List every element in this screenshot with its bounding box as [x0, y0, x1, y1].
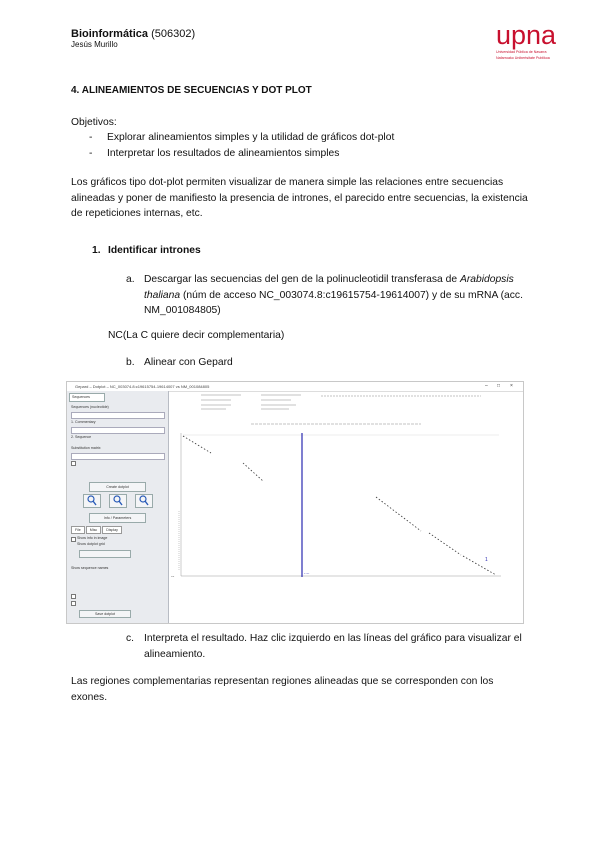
- info-parameters-button[interactable]: Info / Parameters: [89, 513, 146, 523]
- upna-logo: [496, 22, 568, 66]
- step-a-text: Descargar las secuencias del gen de la polinucleotidil transferasa de Arabidopsis thaliana (núm de acceso NC_003074.8:c19615754-19614007) y de su mRNA (acc. NM_001084805): [144, 274, 523, 316]
- sequence-2-field[interactable]: [71, 427, 165, 434]
- step-b: [126, 355, 233, 371]
- option-label: Show info in image: [77, 536, 108, 540]
- tab-display[interactable]: Display: [102, 526, 122, 534]
- step-c-text: Interpreta el resultado. Haz clic izquierdo en las líneas del gráfico para visualizar el alineamiento.: [144, 633, 522, 660]
- logo-text: upna: [496, 20, 557, 50]
- sequence-label: Sequences (nucleotide): [71, 405, 109, 409]
- step-a-label: a.: [126, 274, 135, 285]
- option-label: Show sequence names: [71, 566, 109, 570]
- svg-text:1: 1: [485, 557, 488, 563]
- course-title: [71, 28, 195, 40]
- dotplot-canvas[interactable]: [171, 391, 523, 623]
- intro-paragraph: Los gráficos tipo dot-plot permiten visualizar de manera simple las relaciones entre secuencias alineadas y poner de manifiesto la presencia de intrones, el parecido entre secuencias, la existencia de repeticiones internas, etc.: [71, 177, 528, 219]
- zoom-fit-icon[interactable]: [135, 494, 153, 508]
- logo-subline-2: Nafarroako Unibertsitate Publikoa: [496, 55, 550, 60]
- window-title: Gepard – Dotplot – NC_003074.8:c19615754-19614007 vs NM_001084805: [75, 384, 210, 389]
- control-panel: [67, 391, 169, 623]
- option-checkbox[interactable]: [71, 537, 76, 542]
- nc-note: NC(La C quiere decir complementaria): [108, 330, 285, 341]
- course-code: (506302): [151, 28, 196, 40]
- conclusion-paragraph: Las regiones complementarias representan regiones alineadas que se corresponden con los exones.: [71, 676, 494, 703]
- small-button[interactable]: [79, 550, 131, 558]
- objective-item: - Interpretar los resultados de alineamientos simples: [89, 147, 340, 159]
- step-1-title: Identificar intrones: [108, 245, 201, 256]
- close-icon[interactable]: ×: [510, 383, 513, 389]
- step-c: [126, 631, 526, 662]
- step-b-label: b.: [126, 357, 135, 368]
- option-checkbox[interactable]: [71, 594, 76, 599]
- zoom-in-icon[interactable]: [83, 494, 101, 508]
- logo-subline-1: Universidad Pública de Navarra: [496, 50, 547, 54]
- sequences-tab[interactable]: Sequences: [69, 393, 105, 402]
- gepard-screenshot: [66, 381, 524, 624]
- step-1-heading: [92, 245, 201, 256]
- svg-text:....: ....: [304, 570, 310, 576]
- author-name: Jesús Murillo: [71, 40, 118, 49]
- substitution-select[interactable]: [71, 453, 165, 460]
- species-name: Arabidopsis thaliana: [144, 274, 514, 301]
- checkbox[interactable]: [71, 461, 76, 466]
- minimize-icon[interactable]: –: [485, 383, 488, 389]
- tab-misc[interactable]: Misc: [86, 526, 101, 534]
- step-c-label: c.: [126, 633, 135, 644]
- option-checkbox[interactable]: [71, 601, 76, 606]
- course-name: Bioinformática: [71, 28, 149, 40]
- create-dotplot-button[interactable]: Create dotplot: [89, 482, 146, 492]
- sequence-2-label: 2. Sequence: [71, 435, 92, 439]
- objectives-title: Objetivos:: [71, 117, 117, 128]
- zoom-out-icon[interactable]: [109, 494, 127, 508]
- svg-text:--: --: [171, 574, 175, 580]
- step-b-text: Alinear con Gepard: [144, 357, 233, 368]
- substitution-label: Substitution matrix: [71, 446, 101, 450]
- options-tabs: [71, 526, 123, 533]
- objective-item: - Explorar alineamientos simples y la utilidad de gráficos dot-plot: [89, 132, 395, 143]
- option-label: Show dotplot grid: [77, 542, 105, 546]
- maximize-icon[interactable]: □: [497, 383, 501, 389]
- sequence-1-label: 1. Commentary: [71, 420, 96, 424]
- save-dotplot-button[interactable]: Save dotplot: [79, 610, 131, 618]
- step-1-number: 1.: [92, 245, 101, 256]
- sequence-1-field[interactable]: [71, 412, 165, 419]
- section-title: 4. ALINEAMIENTOS DE SECUENCIAS Y DOT PLOT: [71, 85, 312, 96]
- step-a: [126, 272, 526, 319]
- tab-file[interactable]: File: [71, 526, 85, 534]
- objectives-list: [89, 130, 394, 161]
